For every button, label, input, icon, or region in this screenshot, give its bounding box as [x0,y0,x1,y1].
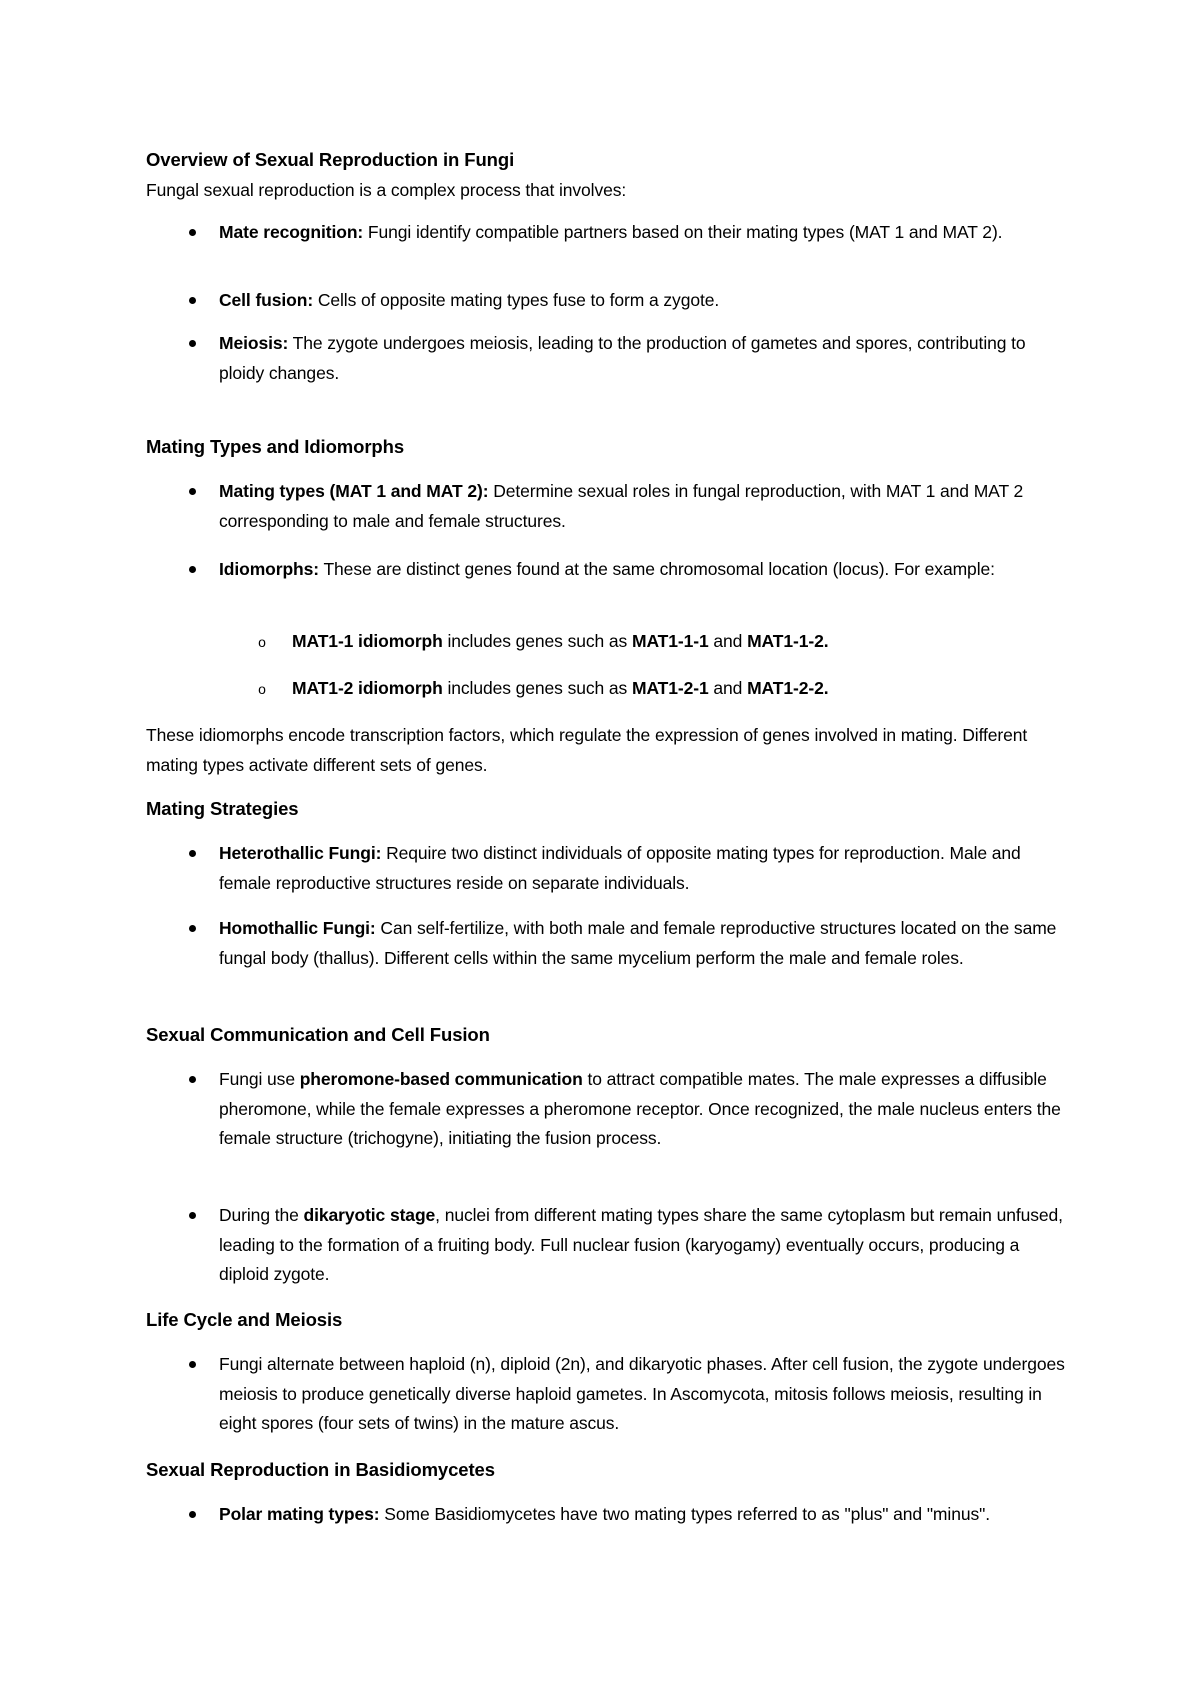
heading-overview: Overview of Sexual Reproduction in Fungi [146,149,515,170]
item-term: Cell fusion: [219,290,314,310]
list-item: Fungi use pheromone-based communication to attract compatible mates. The male expresses a diffusible pheromone, while the female expresses a pheromone receptor. Once recognized, the male nucleus enters the female structure (trichogyne), initiating the fusion process. [219,1069,1061,1148]
bullet-icon [186,1350,198,1380]
bullet-icon [186,477,198,507]
idiomorph-paragraph: These idiomorphs encode transcription factors, which regulate the expression of genes involved in mating. Different mating types activate different sets of genes. [146,725,1028,775]
item-text: These are distinct genes found at the same chromosomal location (locus). For example: [319,559,995,579]
item-term: Mate recognition: [219,222,364,242]
item-text: Require two distinct individuals of opposite mating types for reproduction. Male and female reproductive structures reside on separate individuals. [219,843,1021,893]
sub-list-item: MAT1-1 idiomorph includes genes such as MAT1-1-1 and MAT1-1-2. [292,631,829,651]
sub-bullet-icon: o [258,681,266,697]
bullet-icon [186,914,198,944]
item-term: pheromone-based communication [299,1069,583,1089]
item-term: Meiosis: [219,333,289,353]
bullet-icon [186,218,198,248]
list-item: During the dikaryotic stage, nuclei from different mating types share the same cytoplasm but remain unfused, leading to the formation of a fruiting body. Full nuclear fusion (karyogamy) eventually occurs, producing a diploid zygote. [219,1205,1063,1284]
item-text: Determine sexual roles in fungal reproduction, with MAT 1 and MAT 2 corresponding to male and female structures. [219,481,1024,531]
item-text: , nuclei from different mating types share the same cytoplasm but remain unfused, leading to the formation of a fruiting body. Full nuclear fusion (karyogamy) eventually occurs, producing a diploid zygote. [219,1205,1063,1284]
item-text: Fungi identify compatible partners based on their mating types (MAT 1 and MAT 2). [363,222,1003,242]
list-item [219,839,1069,898]
heading-basidiomycetes: Sexual Reproduction in Basidiomycetes [146,1459,495,1480]
list-item [219,477,1069,536]
item-text: Can self-fertilize, with both male and female reproductive structures located on the same fungal body (thallus). Different cells within the same mycelium perform the male and female roles. [219,918,1057,968]
item-text: to attract compatible mates. The male expresses a diffusible pheromone, while the female expresses a pheromone receptor. Once recognized, the male nucleus enters the female structure (trichogyne), initiating the fusion process. [219,1069,1061,1148]
item-text: Some Basidiomycetes have two mating types referred to as "plus" and "minus". [379,1504,990,1524]
bullet-icon [186,555,198,585]
bullet-icon [186,329,198,359]
sub-list-item: MAT1-2 idiomorph includes genes such as MAT1-2-1 and MAT1-2-2. [292,678,829,698]
item-term: Polar mating types: [219,1504,380,1524]
list-item [219,329,1069,388]
sub-bullet-icon: o [258,634,266,650]
heading-life-cycle: Life Cycle and Meiosis [146,1309,343,1330]
bullet-icon [186,1500,198,1530]
bullet-icon [186,1065,198,1095]
list-item: Fungi alternate between haploid (n), diploid (2n), and dikaryotic phases. After cell fusion, the zygote undergoes meiosis to produce genetically diverse haploid gametes. In Ascomycota, mitosis follows meiosis, resulting in eight spores (four sets of twins) in the mature ascus. [219,1354,1065,1433]
item-text: The zygote undergoes meiosis, leading to the production of gametes and spores, contributing to ploidy changes. [219,333,1026,383]
item-term: Idiomorphs: [219,559,320,579]
list-item [219,1500,1069,1530]
list-item [219,218,1069,248]
list-item [219,286,1069,316]
item-text: Cells of opposite mating types fuse to form a zygote. [313,290,720,310]
item-term: Homothallic Fungi: [219,918,376,938]
intro-paragraph: Fungal sexual reproduction is a complex process that involves: [146,180,627,200]
item-term: dikaryotic stage [303,1205,436,1225]
list-item [219,914,1069,973]
bullet-icon [186,286,198,316]
heading-mating-strategies: Mating Strategies [146,798,299,819]
bullet-icon [186,839,198,869]
item-term: Heterothallic Fungi: [219,843,382,863]
heading-sexual-communication: Sexual Communication and Cell Fusion [146,1024,490,1045]
heading-mating-types: Mating Types and Idiomorphs [146,436,405,457]
bullet-icon [186,1201,198,1231]
list-item [219,555,1069,585]
item-term: Mating types (MAT 1 and MAT 2): [219,481,489,501]
